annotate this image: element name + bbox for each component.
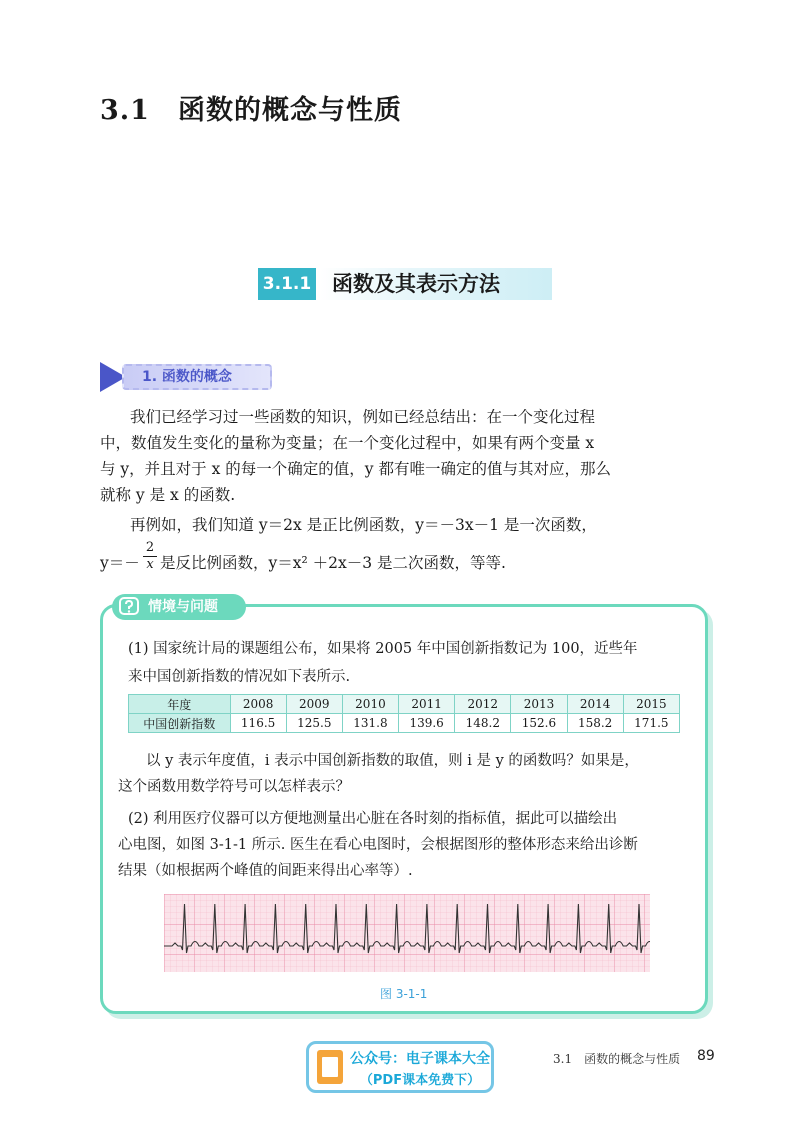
table-cell: 2008 <box>230 695 286 714</box>
watermark-badge <box>306 1041 494 1093</box>
body-line-1: 我们已经学习过一些函数的知识，例如已经总结出：在一个变化过程 <box>130 408 596 426</box>
table-row <box>129 714 680 733</box>
table-cell: 2015 <box>623 695 679 714</box>
section-title: 函数及其表示方法 <box>320 268 552 300</box>
innovation-index-table <box>128 694 680 733</box>
table-cell: 148.2 <box>455 714 511 733</box>
body-line-2: 中，数值发生变化的量称为变量；在一个变化过程中，如果有两个变量 x <box>100 434 595 452</box>
table-cell: 2010 <box>342 695 398 714</box>
fraction-denominator: x <box>146 557 154 572</box>
scenario-p3-line-3: 结果（如根据两个峰值的间距来得出心率等）. <box>118 863 413 879</box>
table-cell: 116.5 <box>230 714 286 733</box>
section-number: 3.1.1 <box>258 268 316 300</box>
figure-caption: 图 3-1-1 <box>380 987 428 1001</box>
running-title: 3.1 函数的概念与性质 <box>553 1052 681 1066</box>
table-cell: 2013 <box>511 695 567 714</box>
section-banner <box>258 268 552 300</box>
ecg-image <box>164 894 650 972</box>
table-header-index: 中国创新指数 <box>129 714 231 733</box>
table-cell: 125.5 <box>286 714 342 733</box>
table-cell: 158.2 <box>567 714 623 733</box>
table-cell: 2012 <box>455 695 511 714</box>
book-icon <box>317 1050 343 1084</box>
scenario-p1-line-2: 来中国创新指数的情况如下表所示. <box>128 669 351 685</box>
scenario-tab-label: 情境与问题 <box>148 599 218 615</box>
scenario-p3-line-1: (2) 利用医疗仪器可以方便地测量出心脏在各时刻的指标值，据此可以描绘出 <box>128 811 618 827</box>
table-cell: 171.5 <box>623 714 679 733</box>
chapter-number: 3.1 <box>100 95 150 126</box>
scenario-tab <box>112 594 246 620</box>
body-line-3: 与 y，并且对于 x 的每一个确定的值，y 都有唯一确定的值与其对应，那么 <box>100 460 611 478</box>
table-cell: 152.6 <box>511 714 567 733</box>
question-bubble-icon <box>118 595 142 619</box>
subsection-title: 1. 函数的概念 <box>122 364 272 390</box>
scenario-p2-line-2: 这个函数用数学符号可以怎样表示？ <box>118 779 350 795</box>
ecg-figure <box>164 894 650 972</box>
watermark-line-2: （PDF课本免费下） <box>359 1073 481 1088</box>
chapter-title-text: 函数的概念与性质 <box>177 95 402 126</box>
body-line-6-prefix: y＝－ <box>100 554 140 572</box>
table-cell: 139.6 <box>399 714 455 733</box>
table-cell: 2009 <box>286 695 342 714</box>
body-line-6-suffix: 是反比例函数，y＝x² ＋2x－3 是二次函数，等等. <box>160 554 506 572</box>
watermark-line-1: 公众号：电子课本大全 <box>350 1051 490 1067</box>
table-cell: 2011 <box>399 695 455 714</box>
body-line-4: 就称 y 是 x 的函数. <box>100 486 236 504</box>
chapter-title <box>100 88 402 127</box>
page-number: 89 <box>697 1048 715 1064</box>
fraction-numerator: 2 <box>145 540 155 555</box>
table-cell: 2014 <box>567 695 623 714</box>
scenario-p1-line-1: (1) 国家统计局的课题组公布，如果将 2005 年中国创新指数记为 100，近些年 <box>128 641 638 657</box>
subsection-banner <box>100 362 275 392</box>
scenario-p3-line-2: 心电图，如图 3-1-1 所示. 医生在看心电图时，会根据图形的整体形态来给出诊断 <box>118 837 638 853</box>
scenario-p2-line-1: 以 y 表示年度值，i 表示中国创新指数的取值，则 i 是 y 的函数吗？如果是， <box>146 753 639 769</box>
fraction <box>143 541 157 572</box>
table-row <box>129 695 680 714</box>
table-cell: 131.8 <box>342 714 398 733</box>
body-line-5: 再例如，我们知道 y＝2x 是正比例函数，y＝－3x－1 是一次函数， <box>130 516 597 534</box>
table-header-year: 年度 <box>129 695 231 714</box>
